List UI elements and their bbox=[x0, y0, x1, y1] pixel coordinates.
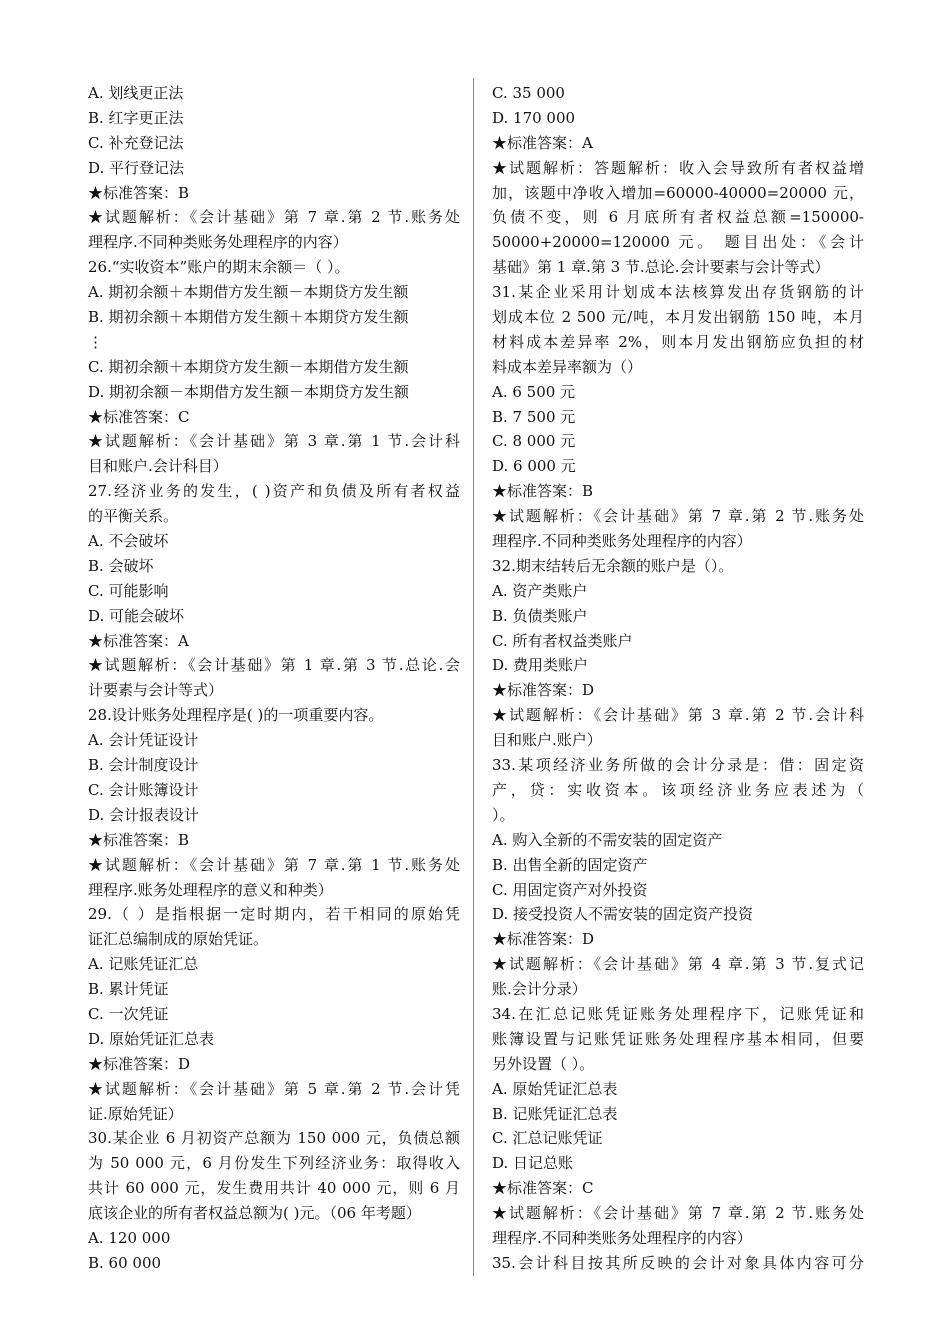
text-line: 理程序.不同种类账务处理程序的内容） bbox=[88, 233, 348, 252]
text-line: 账.会计分录） bbox=[492, 980, 587, 999]
text-line: 证汇总编制成的原始凭证。 bbox=[88, 930, 269, 949]
text-line: A. 记账凭证汇总 bbox=[88, 955, 199, 974]
text-line: 理程序.不同种类账务处理程序的内容） bbox=[492, 532, 752, 551]
text-line: 30.某企业 6 月初资产总额为 150 000 元，负债总额 bbox=[88, 1129, 460, 1148]
text-line: 底该企业的所有者权益总额为( )元。（06 年考题） bbox=[88, 1204, 421, 1223]
text-line: 为 50 000 元，6 月份发生下列经济业务：取得收入 bbox=[88, 1154, 460, 1173]
text-line: 料成本差异率额为（） bbox=[492, 357, 643, 376]
text-line: B. 期初余额＋本期借方发生额＋本期贷方发生额 bbox=[88, 308, 409, 327]
text-line: D. 原始凭证汇总表 bbox=[88, 1029, 215, 1048]
text-line: 共计 60 000 元，发生费用共计 40 000 元，则 6 月 bbox=[88, 1179, 460, 1198]
text-line: ⋮ bbox=[88, 332, 103, 351]
text-line: D. 170 000 bbox=[492, 108, 576, 127]
text-line: ★标准答案：D bbox=[88, 1054, 191, 1073]
text-line: A. 不会破坏 bbox=[88, 532, 169, 551]
column-divider bbox=[473, 78, 474, 1276]
text-line: ★试题解析：《会计基础》第 7 章.第 1 节.账务处 bbox=[88, 855, 460, 874]
text-line: A. 会计凭证设计 bbox=[88, 731, 199, 750]
text-line: 27.经济业务的发生，( )资产和负债及所有者权益 bbox=[88, 482, 460, 501]
text-line: 34.在汇总记账凭证账务处理程序下，记账凭证和 bbox=[492, 1004, 864, 1023]
text-line: B. 累计凭证 bbox=[88, 980, 169, 999]
text-line: C. 会计账簿设计 bbox=[88, 780, 199, 799]
text-line: D. 可能会破坏 bbox=[88, 606, 185, 625]
text-line: 28.设计账务处理程序是( )的一项重要内容。 bbox=[88, 706, 384, 725]
text-line: ★标准答案：D bbox=[492, 681, 595, 700]
text-line: 29.（ ）是指根据一定时期内，若干相同的原始凭 bbox=[88, 905, 460, 924]
text-line: C. 所有者权益类账户 bbox=[492, 631, 633, 650]
text-line: ★试题解析：《会计基础》第 5 章.第 2 节.会计凭 bbox=[88, 1079, 460, 1098]
text-line: C. 汇总记账凭证 bbox=[492, 1129, 603, 1148]
text-line: D. 费用类账户 bbox=[492, 656, 589, 675]
text-line: ）。 bbox=[492, 805, 515, 824]
text-line: 加，该题中净收入增加=60000-40000=20000 元， bbox=[492, 183, 864, 202]
text-line: ★标准答案：A bbox=[492, 133, 593, 152]
text-line: 33.某项经济业务所做的会计分录是：借：固定资 bbox=[492, 756, 864, 775]
text-line: D. 接受投资人不需安装的固定资产投资 bbox=[492, 905, 754, 924]
text-line: ★试题解析：《会计基础》第 7 章.第 2 节.账务处 bbox=[492, 507, 864, 526]
text-line: B. 会破坏 bbox=[88, 556, 154, 575]
text-line: C. 用固定资产对外投资 bbox=[492, 880, 648, 899]
text-line: C. 35 000 bbox=[492, 84, 565, 102]
text-line: 目和账户.账户） bbox=[492, 731, 602, 750]
text-line: 50000+20000=120000 元。 题目出处：《会计 bbox=[492, 233, 864, 252]
text-line: ★标准答案：B bbox=[88, 830, 190, 849]
text-line: 理程序.账务处理程序的意义和种类） bbox=[88, 880, 333, 899]
text-line: B. 记账凭证汇总表 bbox=[492, 1104, 618, 1123]
text-line: C. 一次凭证 bbox=[88, 1004, 169, 1023]
text-line: 材料成本差异率 2%，则本月发出钢筋应负担的材 bbox=[492, 332, 864, 351]
text-line: ★标准答案：B bbox=[88, 183, 190, 202]
text-line: C. 8 000 元 bbox=[492, 432, 576, 451]
text-line: ★标准答案：D bbox=[492, 930, 595, 949]
text-line: ★试题解析：《会计基础》第 3 章.第 1 节.会计科 bbox=[88, 432, 460, 451]
text-line: 理程序.不同种类账务处理程序的内容） bbox=[492, 1228, 752, 1247]
text-line: D. 日记总账 bbox=[492, 1154, 574, 1173]
text-line: B. 会计制度设计 bbox=[88, 756, 199, 775]
text-line: 计要素与会计等式） bbox=[88, 681, 224, 700]
text-line: ★标准答案：A bbox=[88, 631, 189, 650]
text-line: A. 原始凭证汇总表 bbox=[492, 1079, 618, 1098]
text-line: ★试题解析：答题解析：收入会导致所有者权益增 bbox=[492, 158, 864, 177]
left-column bbox=[88, 81, 460, 1276]
text-line: A. 资产类账户 bbox=[492, 581, 588, 600]
text-line: A. 划线更正法 bbox=[88, 84, 184, 102]
text-line: ★试题解析：《会计基础》第 4 章.第 3 节.复式记 bbox=[492, 955, 864, 974]
text-line: 基础》第 1 章.第 3 节.总论.会计要素与会计等式） bbox=[492, 258, 830, 277]
text-line: ★试题解析：《会计基础》第 3 章.第 2 节.会计科 bbox=[492, 706, 864, 725]
text-line: 划成本位 2 500 元/吨，本月发出钢筋 150 吨，本月 bbox=[492, 308, 864, 327]
text-line: 的平衡关系。 bbox=[88, 507, 179, 526]
text-line: D. 平行登记法 bbox=[88, 158, 185, 177]
text-line: A. 6 500 元 bbox=[492, 382, 576, 401]
text-line: D. 6 000 元 bbox=[492, 457, 576, 476]
text-line: ★试题解析：《会计基础》第 1 章.第 3 节.总论.会 bbox=[88, 656, 460, 675]
text-line: 目和账户.会计科目） bbox=[88, 457, 228, 476]
right-column bbox=[492, 81, 864, 1276]
text-line: ★试题解析：《会计基础》第 7 章.第 2 节.账务处 bbox=[88, 208, 460, 227]
text-line: 产，贷：实收资本。该项经济业务应表述为（ bbox=[492, 780, 864, 799]
text-line: 另外设置（ ）。 bbox=[492, 1054, 595, 1073]
text-line: 负债不变，则 6 月底所有者权益总额=150000- bbox=[492, 208, 864, 227]
text-line: ★标准答案：B bbox=[492, 482, 594, 501]
text-line: C. 补充登记法 bbox=[88, 133, 184, 152]
text-line: D. 会计报表设计 bbox=[88, 805, 200, 824]
text-line: ★标准答案：C bbox=[88, 407, 190, 426]
text-line: D. 期初余额－本期借方发生额－本期贷方发生额 bbox=[88, 382, 410, 401]
text-line: A. 期初余额＋本期借方发生额－本期贷方发生额 bbox=[88, 283, 409, 302]
text-line: B. 7 500 元 bbox=[492, 407, 576, 426]
text-line: B. 60 000 bbox=[88, 1253, 162, 1272]
text-line: ★标准答案：C bbox=[492, 1179, 594, 1198]
text-line: 证.原始凭证） bbox=[88, 1104, 183, 1123]
text-line: B. 负债类账户 bbox=[492, 606, 588, 625]
text-line: 26.“实收资本”账户的期末余额＝（ ）。 bbox=[88, 258, 350, 277]
text-line: 35.会计科目按其所反映的会计对象具体内容可分 bbox=[492, 1253, 864, 1272]
text-line: B. 红字更正法 bbox=[88, 108, 184, 127]
text-line: C. 可能影响 bbox=[88, 581, 169, 600]
text-line: 31.某企业采用计划成本法核算发出存货钢筋的计 bbox=[492, 283, 864, 302]
text-line: ★试题解析：《会计基础》第 7 章.第 2 节.账务处 bbox=[492, 1204, 864, 1223]
text-line: 账簿设置与记账凭证账务处理程序基本相同，但要 bbox=[492, 1029, 864, 1048]
text-line: A. 购入全新的不需安装的固定资产 bbox=[492, 830, 723, 849]
text-line: A. 120 000 bbox=[88, 1228, 171, 1247]
text-line: C. 期初余额＋本期贷方发生额－本期借方发生额 bbox=[88, 357, 409, 376]
text-line: B. 出售全新的固定资产 bbox=[492, 855, 648, 874]
text-line: 32.期末结转后无余额的账户是（）。 bbox=[492, 556, 734, 575]
